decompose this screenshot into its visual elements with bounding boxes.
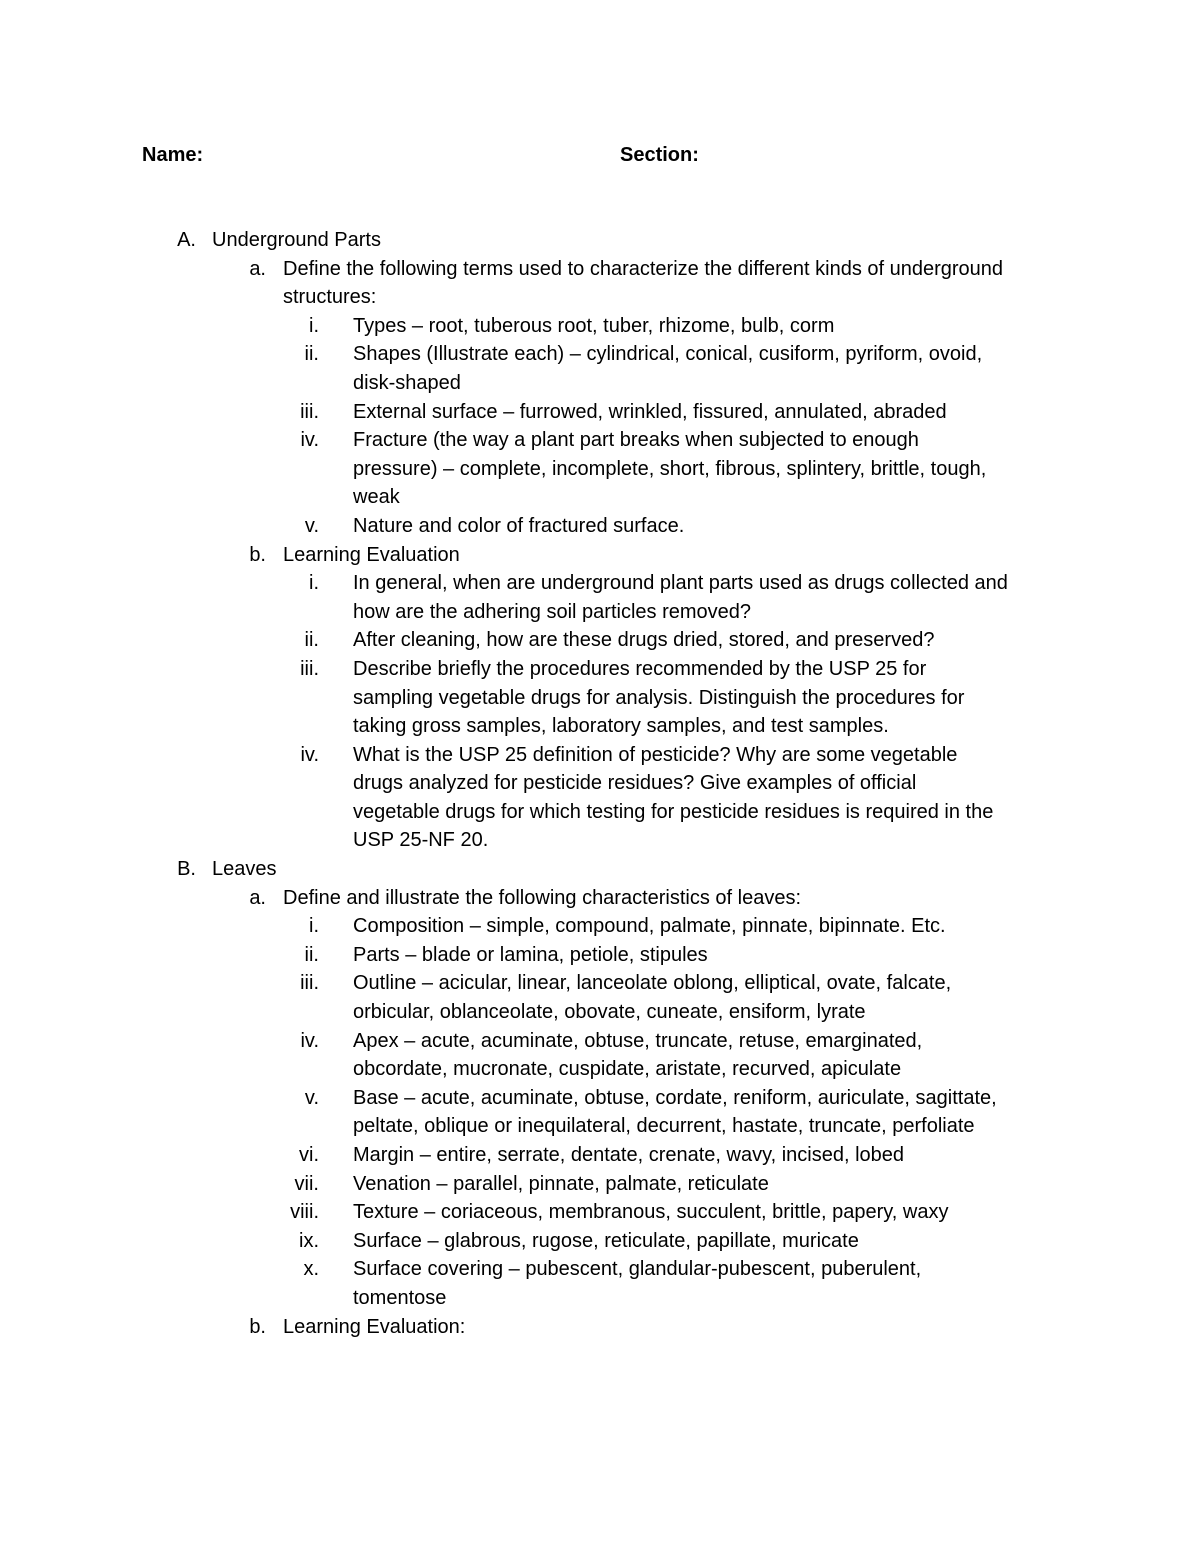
list-item-text: structures:	[283, 286, 377, 309]
list-item	[0, 398, 1200, 427]
list-item	[0, 626, 1200, 655]
list-item-text: peltate, oblique or inequilateral, decurrent, hastate, truncate, perfoliate	[353, 1115, 975, 1138]
list-item-text: vegetable drugs for which testing for pesticide residues is required in the	[353, 800, 994, 823]
list-item	[0, 598, 1200, 627]
list-item-text: disk-shaped	[353, 371, 461, 394]
list-item-text: Shapes (Illustrate each) – cylindrical, conical, cusiform, pyriform, ovoid,	[353, 343, 983, 366]
list-marker: v.	[304, 514, 319, 537]
list-marker: b.	[249, 1315, 266, 1338]
name-label: Name:	[142, 144, 204, 166]
sub-item	[0, 884, 1200, 913]
list-item-text: Fracture (the way a plant part breaks when subjected to enough	[353, 429, 919, 452]
list-marker: viii.	[290, 1201, 319, 1224]
list-item	[0, 1112, 1200, 1141]
list-marker: i.	[309, 314, 319, 337]
list-item-text: Learning Evaluation	[283, 543, 460, 566]
list-marker: i.	[309, 915, 319, 938]
list-marker: a.	[249, 257, 266, 280]
list-item	[0, 655, 1200, 684]
sub-item	[0, 541, 1200, 570]
list-item-text: In general, when are underground plant parts used as drugs collected and	[353, 572, 1008, 595]
list-marker: i.	[309, 572, 319, 595]
list-item	[0, 1055, 1200, 1084]
section-label: Section:	[620, 144, 699, 166]
list-marker: ii.	[304, 629, 319, 652]
list-item-text: Outline – acicular, linear, lanceolate oblong, elliptical, ovate, falcate,	[353, 972, 952, 995]
list-item-text: orbicular, oblanceolate, obovate, cuneate, ensiform, lyrate	[353, 1001, 866, 1024]
list-marker: x.	[303, 1258, 319, 1281]
list-item-text: Apex – acute, acuminate, obtuse, truncate, retuse, emarginated,	[353, 1029, 923, 1052]
list-marker: ix.	[299, 1229, 319, 1252]
list-item-text: pressure) – complete, incomplete, short, fibrous, splintery, brittle, tough,	[353, 457, 987, 480]
list-item-text: After cleaning, how are these drugs dried, stored, and preserved?	[353, 629, 935, 652]
list-item	[0, 998, 1200, 1027]
list-item	[0, 941, 1200, 970]
list-item-text: taking gross samples, laboratory samples, and test samples.	[353, 715, 889, 738]
list-marker: iii.	[300, 657, 319, 680]
list-item-text: tomentose	[353, 1286, 447, 1309]
list-item-text: Composition – simple, compound, palmate, pinnate, bipinnate. Etc.	[353, 915, 946, 938]
sub-item	[0, 283, 1200, 312]
list-marker: iv.	[300, 743, 319, 766]
list-marker: A.	[177, 229, 196, 251]
list-item	[0, 369, 1200, 398]
list-item-text: Types – root, tuberous root, tuber, rhizome, bulb, corm	[353, 314, 835, 337]
list-item	[0, 1141, 1200, 1170]
list-item-text: Parts – blade or lamina, petiole, stipules	[353, 943, 708, 966]
list-item	[0, 1084, 1200, 1113]
list-item	[0, 1255, 1200, 1284]
list-item-text: What is the USP 25 definition of pesticide? Why are some vegetable	[353, 743, 958, 766]
list-item-text: Surface – glabrous, rugose, reticulate, papillate, muricate	[353, 1229, 859, 1252]
list-item	[0, 483, 1200, 512]
list-item-text: weak	[353, 486, 400, 509]
list-item	[0, 1170, 1200, 1199]
list-item	[0, 1284, 1200, 1313]
list-item-text: Define and illustrate the following characteristics of leaves:	[283, 886, 802, 909]
list-marker: iii.	[300, 400, 319, 423]
section-heading	[0, 855, 1200, 884]
list-marker: a.	[249, 886, 266, 909]
list-item-text: Base – acute, acuminate, obtuse, cordate, reniform, auriculate, sagittate,	[353, 1086, 997, 1109]
list-item-text: External surface – furrowed, wrinkled, fissured, annulated, abraded	[353, 400, 947, 423]
list-marker: v.	[304, 1086, 319, 1109]
list-marker: vi.	[299, 1144, 319, 1166]
list-item-text: Texture – coriaceous, membranous, succulent, brittle, papery, waxy	[353, 1201, 949, 1224]
sub-item	[0, 255, 1200, 284]
list-item-text: Venation – parallel, pinnate, palmate, reticulate	[353, 1172, 769, 1195]
list-item	[0, 569, 1200, 598]
list-item	[0, 340, 1200, 369]
list-item-text: Define the following terms used to characterize the different kinds of underground	[283, 257, 1004, 280]
list-item-text: sampling vegetable drugs for analysis. Distinguish the procedures for	[353, 686, 965, 709]
list-item-text: Margin – entire, serrate, dentate, crenate, wavy, incised, lobed	[353, 1144, 905, 1166]
section-heading	[0, 226, 1200, 255]
list-item-text: Surface covering – pubescent, glandular-pubescent, puberulent,	[353, 1258, 922, 1281]
list-item	[0, 969, 1200, 998]
list-item	[0, 512, 1200, 541]
outline-list	[0, 226, 1200, 1341]
list-marker: ii.	[304, 343, 319, 366]
list-item	[0, 741, 1200, 770]
list-marker: vii.	[294, 1172, 319, 1195]
list-item	[0, 826, 1200, 855]
list-item	[0, 1027, 1200, 1056]
list-item	[0, 455, 1200, 484]
list-item	[0, 312, 1200, 341]
list-item	[0, 712, 1200, 741]
sub-item	[0, 1313, 1200, 1342]
list-marker: ii.	[304, 943, 319, 966]
list-marker: iv.	[300, 1029, 319, 1052]
list-item	[0, 426, 1200, 455]
list-marker: iii.	[300, 972, 319, 995]
list-item-text: Underground Parts	[212, 229, 381, 251]
list-item	[0, 798, 1200, 827]
list-item	[0, 684, 1200, 713]
list-item-text: USP 25-NF 20.	[353, 829, 489, 852]
list-item-text: Leaves	[212, 858, 277, 881]
list-marker: iv.	[300, 429, 319, 452]
list-item-text: Nature and color of fractured surface.	[353, 514, 685, 537]
list-item	[0, 769, 1200, 798]
list-item-text: obcordate, mucronate, cuspidate, aristate, recurved, apiculate	[353, 1058, 902, 1081]
list-item-text: how are the adhering soil particles removed?	[353, 600, 751, 623]
list-item	[0, 1227, 1200, 1256]
list-item-text: Describe briefly the procedures recommended by the USP 25 for	[353, 657, 927, 680]
list-item	[0, 912, 1200, 941]
list-marker: b.	[249, 543, 266, 566]
list-item-text: Learning Evaluation:	[283, 1315, 466, 1338]
list-item	[0, 1198, 1200, 1227]
list-marker: B.	[177, 858, 196, 881]
list-item-text: drugs analyzed for pesticide residues? Give examples of official	[353, 772, 917, 795]
